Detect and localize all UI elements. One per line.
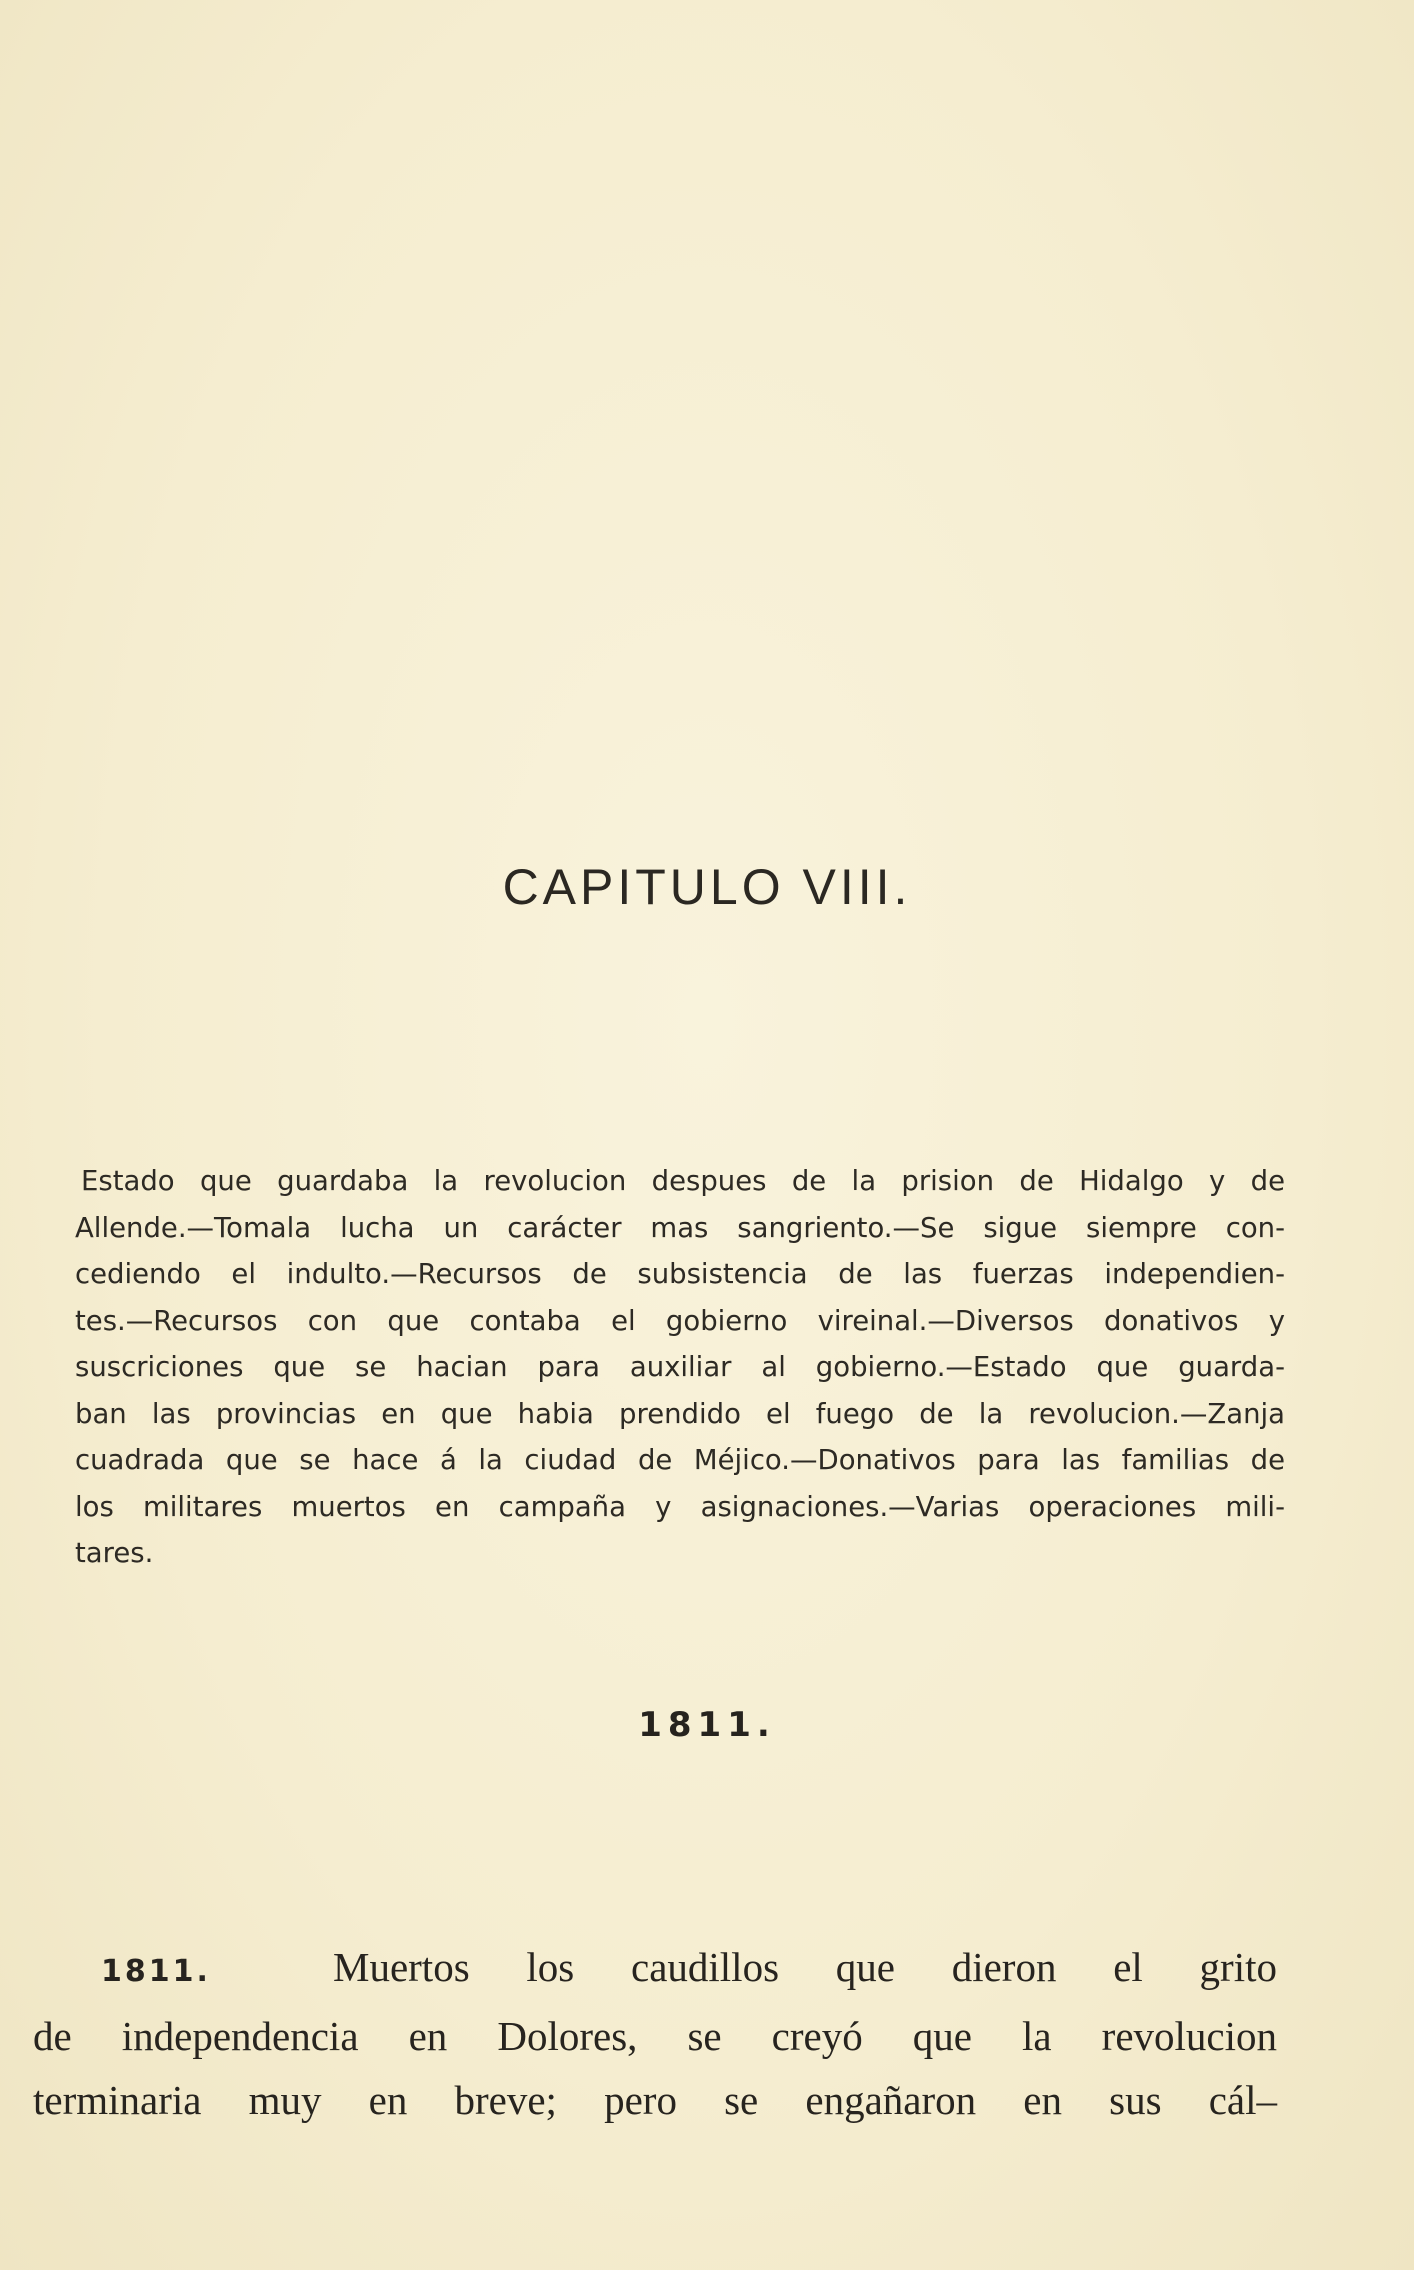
summary-line: ban las provincias en que habia prendido el fuego de la revolucion.—Zanja (75, 1397, 1285, 1430)
margin-year: 1811. (101, 1954, 211, 1989)
body-line: terminaria muy en breve; pero se engañaron en sus cál– (33, 2077, 1277, 2123)
summary-line: suscriciones que se hacian para auxiliar al gobierno.—Estado que guarda- (75, 1351, 1285, 1383)
year-heading: 1811. (638, 1705, 776, 1745)
body-line: de independencia en Dolores, se creyó que la revolucion (33, 2013, 1277, 2059)
summary-line: Allende.—Tomala lucha un carácter mas sangriento.—Se sigue siempre con- (75, 1211, 1285, 1244)
body-line: Muertos los caudillos que dieron el grito (333, 1944, 1277, 1990)
summary-line: cuadrada que se hace á la ciudad de Méjico.—Donativos para las familias de (75, 1444, 1285, 1476)
summary-line: Estado que guardaba la revolucion despues de la prision de Hidalgo y de (81, 1165, 1285, 1197)
summary-line: tes.—Recursos con que contaba el gobierno vireinal.—Diversos donativos y (75, 1304, 1285, 1337)
chapter-summary (75, 1158, 1285, 1577)
summary-line: cediendo el indulto.—Recursos de subsistencia de las fuerzas independien- (75, 1258, 1285, 1290)
summary-line: tares. (75, 1537, 154, 1569)
summary-line: los militares muertos en campaña y asignaciones.—Varias operaciones mili- (75, 1490, 1285, 1523)
body-first-line (33, 1935, 1277, 2004)
chapter-title: CAPITULO VIII. (502, 859, 912, 915)
body-paragraph (33, 1935, 1277, 2132)
